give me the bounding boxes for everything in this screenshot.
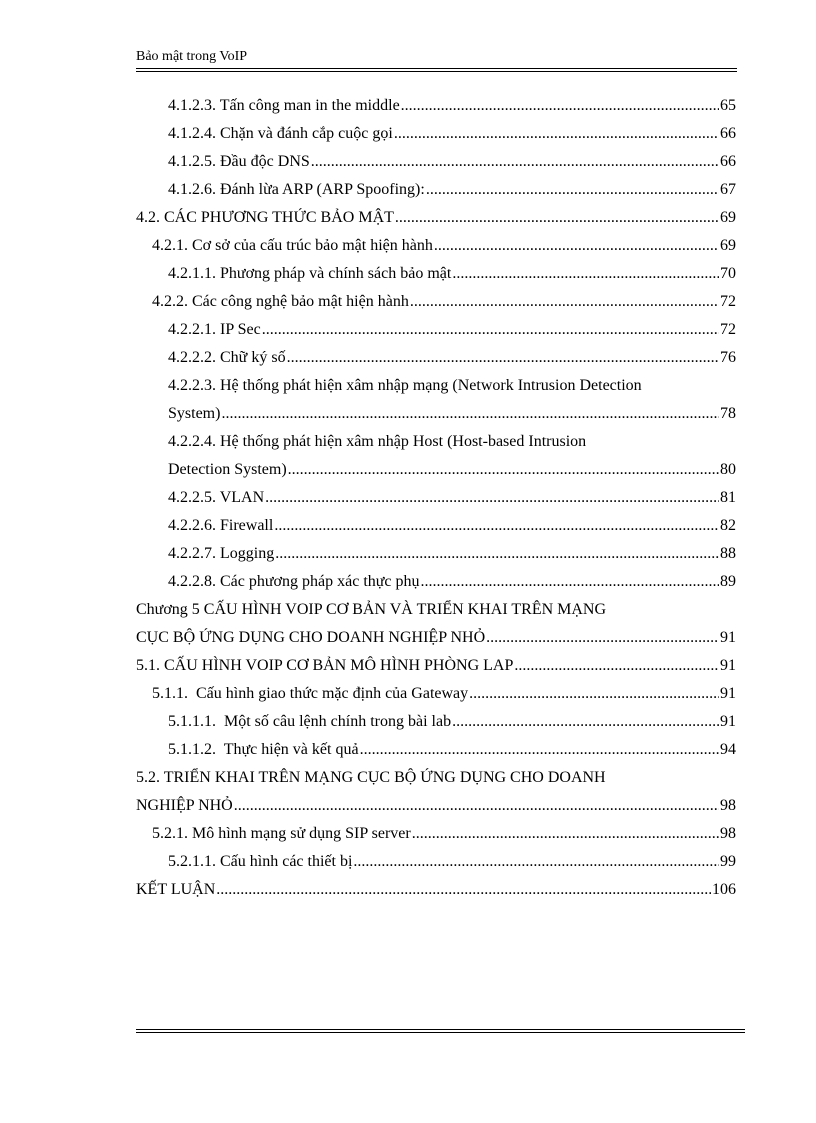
toc-entry-title-line: Chương 5 CẤU HÌNH VOIP CƠ BẢN VÀ TRIỂN KHAI TRÊN MẠNG bbox=[136, 601, 607, 618]
toc-entry-row bbox=[152, 288, 736, 316]
toc-page-number: 69 bbox=[720, 209, 736, 226]
toc-page-number: 94 bbox=[720, 741, 736, 758]
toc-entry-row bbox=[136, 204, 736, 232]
toc-leader-dots bbox=[288, 456, 719, 484]
toc-entry[interactable] bbox=[136, 540, 736, 568]
toc-entry-row bbox=[168, 848, 736, 876]
toc-entry-row bbox=[168, 148, 736, 176]
toc-entry-row bbox=[168, 120, 736, 148]
toc-leader-dots bbox=[311, 148, 719, 176]
toc-page-number: 65 bbox=[720, 97, 736, 114]
header-rule-bottom bbox=[136, 71, 737, 72]
toc-page-number: 66 bbox=[720, 125, 736, 142]
toc-entry[interactable] bbox=[136, 120, 736, 148]
toc-entry-title: 4.2.2.5. VLAN bbox=[168, 489, 265, 506]
toc-page-number: 67 bbox=[720, 181, 736, 198]
toc-entry-title: 5.1.1.1. Một số câu lệnh chính trong bài lab bbox=[168, 713, 452, 730]
toc-entry-row bbox=[136, 652, 736, 680]
toc-page-number: 91 bbox=[720, 657, 736, 674]
toc-entry-title: 4.2. CÁC PHƯƠNG THỨC BẢO MẬT bbox=[136, 209, 394, 226]
toc-entry[interactable] bbox=[136, 820, 736, 848]
toc-entry[interactable] bbox=[136, 680, 736, 708]
footer-rule-top bbox=[136, 1029, 745, 1030]
toc-entry-title: 4.2.2.7. Logging bbox=[168, 545, 275, 562]
toc-leader-dots bbox=[395, 204, 719, 232]
toc-entry-title: Detection System) bbox=[168, 461, 287, 478]
toc-entry[interactable] bbox=[136, 848, 736, 876]
toc-entry[interactable] bbox=[136, 92, 736, 120]
header-title: Bảo mật trong VoIP bbox=[136, 49, 248, 64]
toc-page-number: 72 bbox=[720, 293, 736, 310]
table-of-contents bbox=[136, 92, 736, 904]
toc-entry[interactable] bbox=[136, 764, 736, 820]
toc-page-number: 91 bbox=[720, 713, 736, 730]
toc-page-number: 70 bbox=[720, 265, 736, 282]
toc-leader-dots bbox=[410, 288, 719, 316]
toc-entry-row bbox=[168, 176, 736, 204]
toc-entry-row bbox=[168, 736, 736, 764]
toc-leader-dots bbox=[262, 316, 719, 344]
toc-page-number: 98 bbox=[720, 797, 736, 814]
toc-entry[interactable] bbox=[136, 372, 736, 428]
toc-entry[interactable] bbox=[136, 652, 736, 680]
toc-entry-row bbox=[168, 92, 736, 120]
toc-entry-title: 4.2.1.1. Phương pháp và chính sách bảo mật bbox=[168, 265, 452, 282]
toc-entry-title: NGHIỆP NHỎ bbox=[136, 797, 233, 814]
toc-page-number: 69 bbox=[720, 237, 736, 254]
toc-page-number: 72 bbox=[720, 321, 736, 338]
toc-entry-row bbox=[136, 876, 736, 904]
toc-entry-row bbox=[136, 792, 736, 820]
toc-entry[interactable] bbox=[136, 316, 736, 344]
toc-entry-title: 5.1.1.2. Thực hiện và kết quả bbox=[168, 741, 359, 758]
toc-entry-title: 4.2.2.1. IP Sec bbox=[168, 321, 261, 338]
toc-page-number: 89 bbox=[720, 573, 736, 590]
toc-entry-title: 4.2.2.8. Các phương pháp xác thực phụ bbox=[168, 573, 420, 590]
toc-entry-title: CỤC BỘ ỨNG DỤNG CHO DOANH NGHIỆP NHỎ bbox=[136, 629, 486, 646]
toc-leader-dots bbox=[401, 92, 719, 120]
toc-leader-dots bbox=[353, 848, 719, 876]
toc-entry[interactable] bbox=[136, 512, 736, 540]
toc-entry[interactable] bbox=[136, 596, 736, 652]
toc-leader-dots bbox=[221, 400, 719, 428]
toc-entry-row bbox=[168, 316, 736, 344]
toc-entry-title: 4.1.2.4. Chặn và đánh cắp cuộc gọi bbox=[168, 125, 393, 142]
toc-entry-title: 5.1. CẤU HÌNH VOIP CƠ BẢN MÔ HÌNH PHÒNG LAP bbox=[136, 657, 514, 674]
toc-page-number: 98 bbox=[720, 825, 736, 842]
toc-leader-dots bbox=[412, 820, 719, 848]
toc-entry-row bbox=[152, 820, 736, 848]
toc-page-number: 91 bbox=[720, 685, 736, 702]
toc-leader-dots bbox=[426, 176, 719, 204]
toc-entry-title-line: 4.2.2.3. Hệ thống phát hiện xâm nhập mạng (Network Intrusion Detection bbox=[168, 377, 642, 394]
toc-entry[interactable] bbox=[136, 176, 736, 204]
toc-entry-title: 4.2.2.6. Firewall bbox=[168, 517, 274, 534]
toc-entry-title: 5.2.1. Mô hình mạng sử dụng SIP server bbox=[152, 825, 411, 842]
toc-page-number: 76 bbox=[720, 349, 736, 366]
toc-entry[interactable] bbox=[136, 232, 736, 260]
toc-entry-row bbox=[168, 456, 736, 484]
toc-leader-dots bbox=[234, 792, 719, 820]
toc-entry-row bbox=[168, 708, 736, 736]
footer-rule-bottom bbox=[136, 1032, 745, 1033]
toc-entry[interactable] bbox=[136, 736, 736, 764]
toc-entry-title: 4.1.2.3. Tấn công man in the middle bbox=[168, 97, 400, 114]
toc-entry-row bbox=[168, 400, 736, 428]
toc-page-number: 80 bbox=[720, 461, 736, 478]
toc-entry-row bbox=[168, 512, 736, 540]
toc-entry[interactable] bbox=[136, 344, 736, 372]
toc-leader-dots bbox=[514, 652, 719, 680]
toc-entry-row bbox=[168, 260, 736, 288]
toc-entry-row bbox=[168, 568, 736, 596]
toc-leader-dots bbox=[360, 736, 719, 764]
toc-entry-title: 4.2.1. Cơ sở của cấu trúc bảo mật hiện hành bbox=[152, 237, 433, 254]
toc-entry-title: 5.1.1. Cấu hình giao thức mặc định của Gateway bbox=[152, 685, 469, 702]
toc-entry-row bbox=[152, 680, 736, 708]
toc-entry[interactable] bbox=[136, 288, 736, 316]
toc-entry[interactable] bbox=[136, 428, 736, 484]
toc-page-number: 99 bbox=[720, 853, 736, 870]
toc-leader-dots bbox=[452, 708, 719, 736]
toc-page-number: 66 bbox=[720, 153, 736, 170]
toc-entry-title: 4.1.2.6. Đánh lừa ARP (ARP Spoofing): bbox=[168, 181, 425, 198]
toc-leader-dots bbox=[486, 624, 719, 652]
toc-entry-title: 4.2.2. Các công nghệ bảo mật hiện hành bbox=[152, 293, 409, 310]
toc-leader-dots bbox=[287, 344, 719, 372]
toc-entry-title: KẾT LUẬN bbox=[136, 881, 216, 898]
toc-leader-dots bbox=[216, 876, 711, 904]
toc-page-number: 91 bbox=[720, 629, 736, 646]
toc-entry[interactable] bbox=[136, 484, 736, 512]
header-rule-top bbox=[136, 68, 737, 69]
toc-entry-title: System) bbox=[168, 405, 221, 422]
toc-entry[interactable] bbox=[136, 876, 736, 904]
toc-entry[interactable] bbox=[136, 708, 736, 736]
toc-entry-title-line: 5.2. TRIỂN KHAI TRÊN MẠNG CỤC BỘ ỨNG DỤNG CHO DOANH bbox=[136, 769, 606, 786]
toc-leader-dots bbox=[434, 232, 719, 260]
toc-page-number: 88 bbox=[720, 545, 736, 562]
toc-entry[interactable] bbox=[136, 204, 736, 232]
toc-entry-row bbox=[168, 540, 736, 568]
toc-leader-dots bbox=[265, 484, 719, 512]
toc-entry-title: 5.2.1.1. Cấu hình các thiết bị bbox=[168, 853, 353, 870]
toc-entry-title-line: 4.2.2.4. Hệ thống phát hiện xâm nhập Host (Host-based Intrusion bbox=[168, 433, 587, 450]
toc-leader-dots bbox=[469, 680, 719, 708]
toc-leader-dots bbox=[274, 512, 719, 540]
toc-page-number: 106 bbox=[712, 881, 736, 898]
toc-entry-row bbox=[168, 344, 736, 372]
toc-leader-dots bbox=[275, 540, 719, 568]
toc-entry-title: 4.1.2.5. Đầu độc DNS bbox=[168, 153, 310, 170]
toc-entry-row bbox=[136, 624, 736, 652]
toc-leader-dots bbox=[394, 120, 719, 148]
toc-entry-title: 4.2.2.2. Chữ ký số bbox=[168, 349, 286, 366]
toc-page-number: 81 bbox=[720, 489, 736, 506]
toc-entry-row bbox=[152, 232, 736, 260]
toc-page-number: 82 bbox=[720, 517, 736, 534]
toc-entry[interactable] bbox=[136, 260, 736, 288]
toc-entry[interactable] bbox=[136, 148, 736, 176]
toc-leader-dots bbox=[452, 260, 719, 288]
toc-page-number: 78 bbox=[720, 405, 736, 422]
toc-leader-dots bbox=[421, 568, 719, 596]
toc-entry[interactable] bbox=[136, 568, 736, 596]
toc-entry-row bbox=[168, 484, 736, 512]
